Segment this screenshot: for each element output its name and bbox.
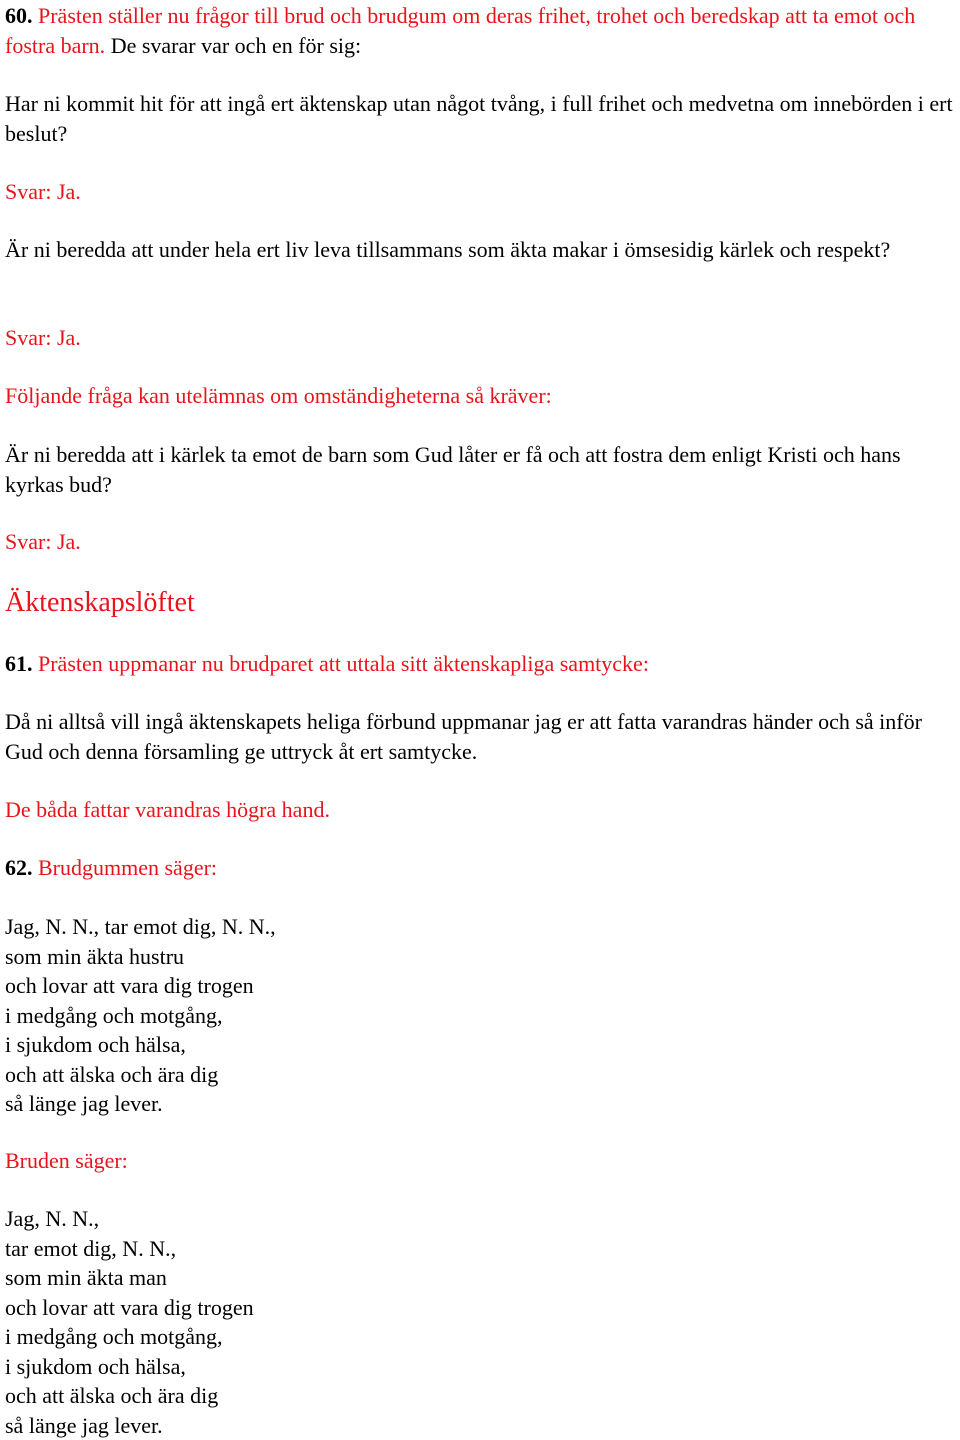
- bride-vow: [5, 1204, 953, 1440]
- answer-fidelity: Svar: Ja.: [5, 323, 953, 353]
- section-62-rubric: Brudgummen säger:: [38, 855, 217, 880]
- section-62-paragraph: [5, 853, 953, 883]
- rubric-join-hands: De båda fattar varandras högra hand.: [5, 795, 953, 825]
- bride-vow-line: så länge jag lever.: [5, 1411, 953, 1440]
- section-62-number: 62.: [5, 855, 33, 880]
- section-61-paragraph: [5, 649, 953, 679]
- groom-vow: [5, 912, 953, 1119]
- question-fidelity: Är ni beredda att under hela ert liv leva tillsammans som äkta makar i ömsesidig kärlek och respekt?: [5, 235, 953, 265]
- exhortation-paragraph: Då ni alltså vill ingå äktenskapets heliga förbund uppmanar jag er att fatta varandras händer och så inför Gud och denna församling ge uttryck åt ert samtycke.: [5, 707, 953, 766]
- groom-vow-line: i sjukdom och hälsa,: [5, 1030, 953, 1060]
- section-60-number: 60.: [5, 3, 33, 28]
- groom-vow-line: och lovar att vara dig trogen: [5, 971, 953, 1001]
- bride-vow-line: och att älska och ära dig: [5, 1381, 953, 1411]
- groom-vow-line: Jag, N. N., tar emot dig, N. N.,: [5, 912, 953, 942]
- answer-children: Svar: Ja.: [5, 527, 953, 557]
- question-freedom: Har ni kommit hit för att ingå ert äktenskap utan något tvång, i full frihet och medvetna om innebörden i ert beslut?: [5, 89, 953, 148]
- section-61-number: 61.: [5, 651, 33, 676]
- bride-vow-line: Jag, N. N.,: [5, 1204, 953, 1234]
- groom-vow-line: så länge jag lever.: [5, 1089, 953, 1119]
- section-60-rubric: Prästen ställer nu frågor till brud och brudgum om deras frihet, trohet och beredskap att ta emot och fostra barn.: [5, 3, 915, 58]
- groom-vow-line: och att älska och ära dig: [5, 1060, 953, 1090]
- section-60-paragraph: [5, 1, 953, 60]
- question-children: Är ni beredda att i kärlek ta emot de barn som Gud låter er få och att fostra dem enligt Kristi och hans kyrkas bud?: [5, 440, 953, 499]
- bride-vow-line: och lovar att vara dig trogen: [5, 1293, 953, 1323]
- bride-vow-line: tar emot dig, N. N.,: [5, 1234, 953, 1264]
- groom-vow-line: som min äkta hustru: [5, 942, 953, 972]
- bride-vow-line: i medgång och motgång,: [5, 1322, 953, 1352]
- section-60-rubric-continued: De svarar var och en för sig:: [111, 33, 361, 58]
- groom-vow-line: i medgång och motgång,: [5, 1001, 953, 1031]
- bride-vow-line: som min äkta man: [5, 1263, 953, 1293]
- section-61-rubric: Prästen uppmanar nu brudparet att uttala sitt äktenskapliga samtycke:: [38, 651, 649, 676]
- optional-question-note: Följande fråga kan utelämnas om omständigheterna så kräver:: [5, 381, 953, 411]
- section-heading: Äktenskapslöftet: [5, 586, 953, 620]
- bride-vow-line: i sjukdom och hälsa,: [5, 1352, 953, 1382]
- answer-freedom: Svar: Ja.: [5, 177, 953, 207]
- bride-rubric: Bruden säger:: [5, 1146, 953, 1176]
